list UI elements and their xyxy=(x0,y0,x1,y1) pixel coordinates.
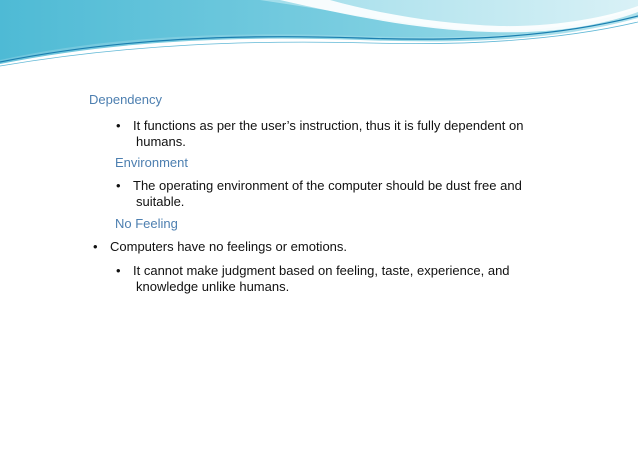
bullet-no-judgment xyxy=(116,263,536,295)
heading-no-feeling: No Feeling xyxy=(115,216,178,231)
bullet-line: It functions as per the user’s instruction, thus it is fully dependent on xyxy=(133,118,524,133)
bullet-text xyxy=(133,263,510,295)
bullet-line: knowledge unlike humans. xyxy=(136,279,290,294)
bullet-line: suitable. xyxy=(136,194,185,209)
bullet-marker: • xyxy=(116,178,121,193)
bullet-marker: • xyxy=(116,263,121,278)
heading-environment: Environment xyxy=(115,155,188,170)
bullet-line: humans. xyxy=(136,134,186,149)
heading-dependency: Dependency xyxy=(89,92,162,107)
bullet-line: The operating environment of the computer should be dust free and xyxy=(133,178,522,193)
bullet-marker: • xyxy=(116,118,121,133)
bullet-text xyxy=(133,118,523,150)
bullet-marker: • xyxy=(93,239,98,254)
bullet-no-feelings xyxy=(93,239,513,255)
bullet-line: Computers have no feelings or emotions. xyxy=(110,239,348,254)
bullet-text xyxy=(110,239,347,255)
bullet-text xyxy=(133,178,522,210)
bullet-dependency xyxy=(116,118,536,150)
bullet-line: It cannot make judgment based on feeling, taste, experience, and xyxy=(133,263,510,278)
bullet-environment xyxy=(116,178,536,210)
